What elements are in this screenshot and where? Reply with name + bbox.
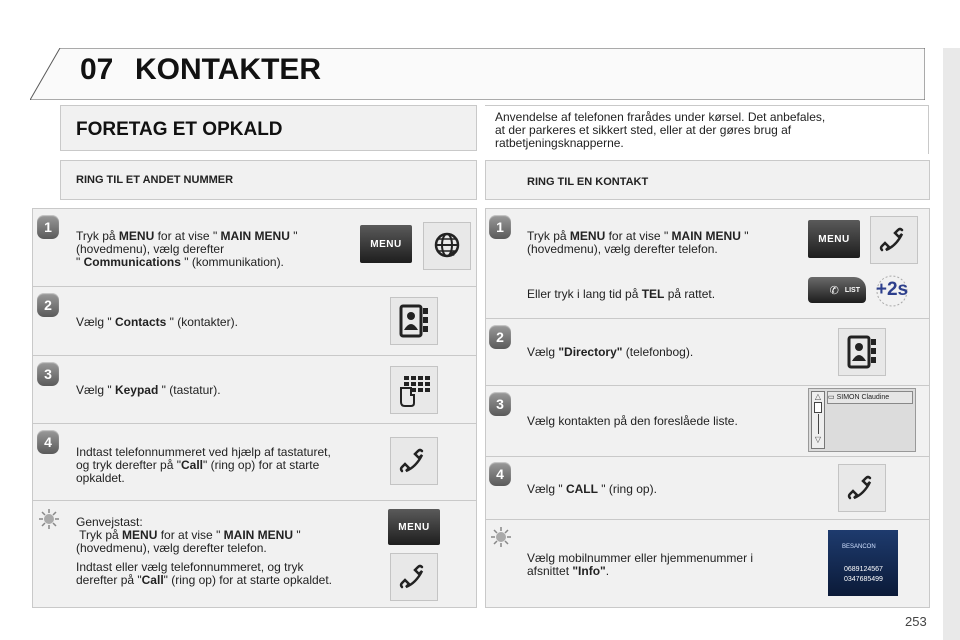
left-step1-text: Tryk på MENU for at vise " MAIN MENU " (hovedmenu), vælg derefter " Communications " (kommunikation). <box>76 229 298 269</box>
page-edge-strip <box>943 48 960 640</box>
phone-call-icon <box>390 437 438 485</box>
phone-call-icon <box>838 464 886 512</box>
menu-button-image: MENU <box>360 225 412 263</box>
step-number-1: 1 <box>489 215 511 239</box>
phone-call-icon <box>390 553 438 601</box>
step-number-3: 3 <box>37 362 59 386</box>
divider <box>32 500 476 501</box>
info-screen-image <box>828 530 898 596</box>
scroll-track <box>818 414 819 434</box>
left-step3-text: Vælg " Keypad " (tastatur). <box>76 383 221 397</box>
page-number: 253 <box>905 614 927 629</box>
scroll-down-icon: ▽ <box>814 435 822 444</box>
warning-text: Anvendelse af telefonen frarådes under kørsel. Det anbefales, at der parkeres et sikkert sted, eller at der gøres brug af ratbetjeningsknapperne. <box>495 110 826 150</box>
divider <box>485 318 929 319</box>
chapter-title: KONTAKTER <box>135 53 322 86</box>
step-number-4: 4 <box>37 430 59 454</box>
divider <box>485 519 929 520</box>
right-step2-text: Vælg "Directory" (telefonbog). <box>527 345 694 359</box>
globe-icon <box>423 222 471 270</box>
left-heading: FORETAG ET OPKALD <box>76 119 283 140</box>
list-scrollbar <box>811 391 825 449</box>
contacts-icon <box>390 297 438 345</box>
steering-tel-button <box>808 277 866 303</box>
right-tip-text: Vælg mobilnummer eller hjemmenummer i afsnittet "Info". <box>527 551 754 578</box>
step-number-3: 3 <box>489 392 511 416</box>
keypad-icon <box>390 366 438 414</box>
hold-2s-badge <box>872 274 912 308</box>
step-number-1: 1 <box>37 215 59 239</box>
step-number-4: 4 <box>489 462 511 486</box>
warning-panel <box>485 105 929 154</box>
left-shortcut-text: Genvejstast: Tryk på MENU for at vise " MAIN MENU " (hovedmenu), vælg derefter telefon. Indtast eller vælg telefonnummeret, og tryk derefter på "Call" (ring op) for at starte opkaldet. <box>76 515 332 587</box>
tip-icon <box>490 526 512 548</box>
contacts-icon <box>838 328 886 376</box>
divider <box>485 385 929 386</box>
divider <box>32 286 476 287</box>
divider <box>32 355 476 356</box>
contact-row <box>827 391 913 404</box>
divider <box>32 423 476 424</box>
menu-button-image: MENU <box>808 220 860 258</box>
right-section-title: RING TIL EN KONTAKT <box>527 176 649 188</box>
menu-button-image: MENU <box>388 509 440 545</box>
scroll-up-icon: △ <box>814 392 822 401</box>
divider <box>485 456 929 457</box>
list-label: LIST <box>844 286 860 294</box>
contact-card-icon: ▭ <box>828 394 835 401</box>
right-step3-text: Vælg kontakten på den foreslåede liste. <box>527 414 738 428</box>
step-number-2: 2 <box>37 293 59 317</box>
step-number-2: 2 <box>489 325 511 349</box>
info-phone-1: 0689124567 <box>844 566 883 573</box>
right-step1-text: Tryk på MENU for at vise " MAIN MENU " (hovedmenu), vælg derefter telefon. <box>527 229 749 256</box>
phone-icon: ✆ <box>829 284 839 297</box>
left-step4-text: Indtast telefonnummeret ved hjælp af tastaturet, og tryk derefter på "Call" (ring op) for at starte opkaldet. <box>76 445 331 485</box>
contact-list-screen <box>808 388 916 452</box>
tip-icon <box>38 508 60 530</box>
phone-call-icon <box>870 216 918 264</box>
left-step2-text: Vælg " Contacts " (kontakter). <box>76 315 238 329</box>
hold-label: +2s <box>875 279 909 300</box>
info-screen-top: BESANCON <box>842 544 876 550</box>
right-step4-text: Vælg " CALL " (ring op). <box>527 482 657 496</box>
right-step1b-text: Eller tryk i lang tid på TEL på rattet. <box>527 287 716 301</box>
info-phone-2: 0347685499 <box>844 576 883 583</box>
scroll-thumb <box>814 402 822 413</box>
chapter-number: 07 <box>80 53 114 86</box>
left-section-title: RING TIL ET ANDET NUMMER <box>76 174 234 186</box>
contact-name: SIMON Claudine <box>836 394 890 401</box>
